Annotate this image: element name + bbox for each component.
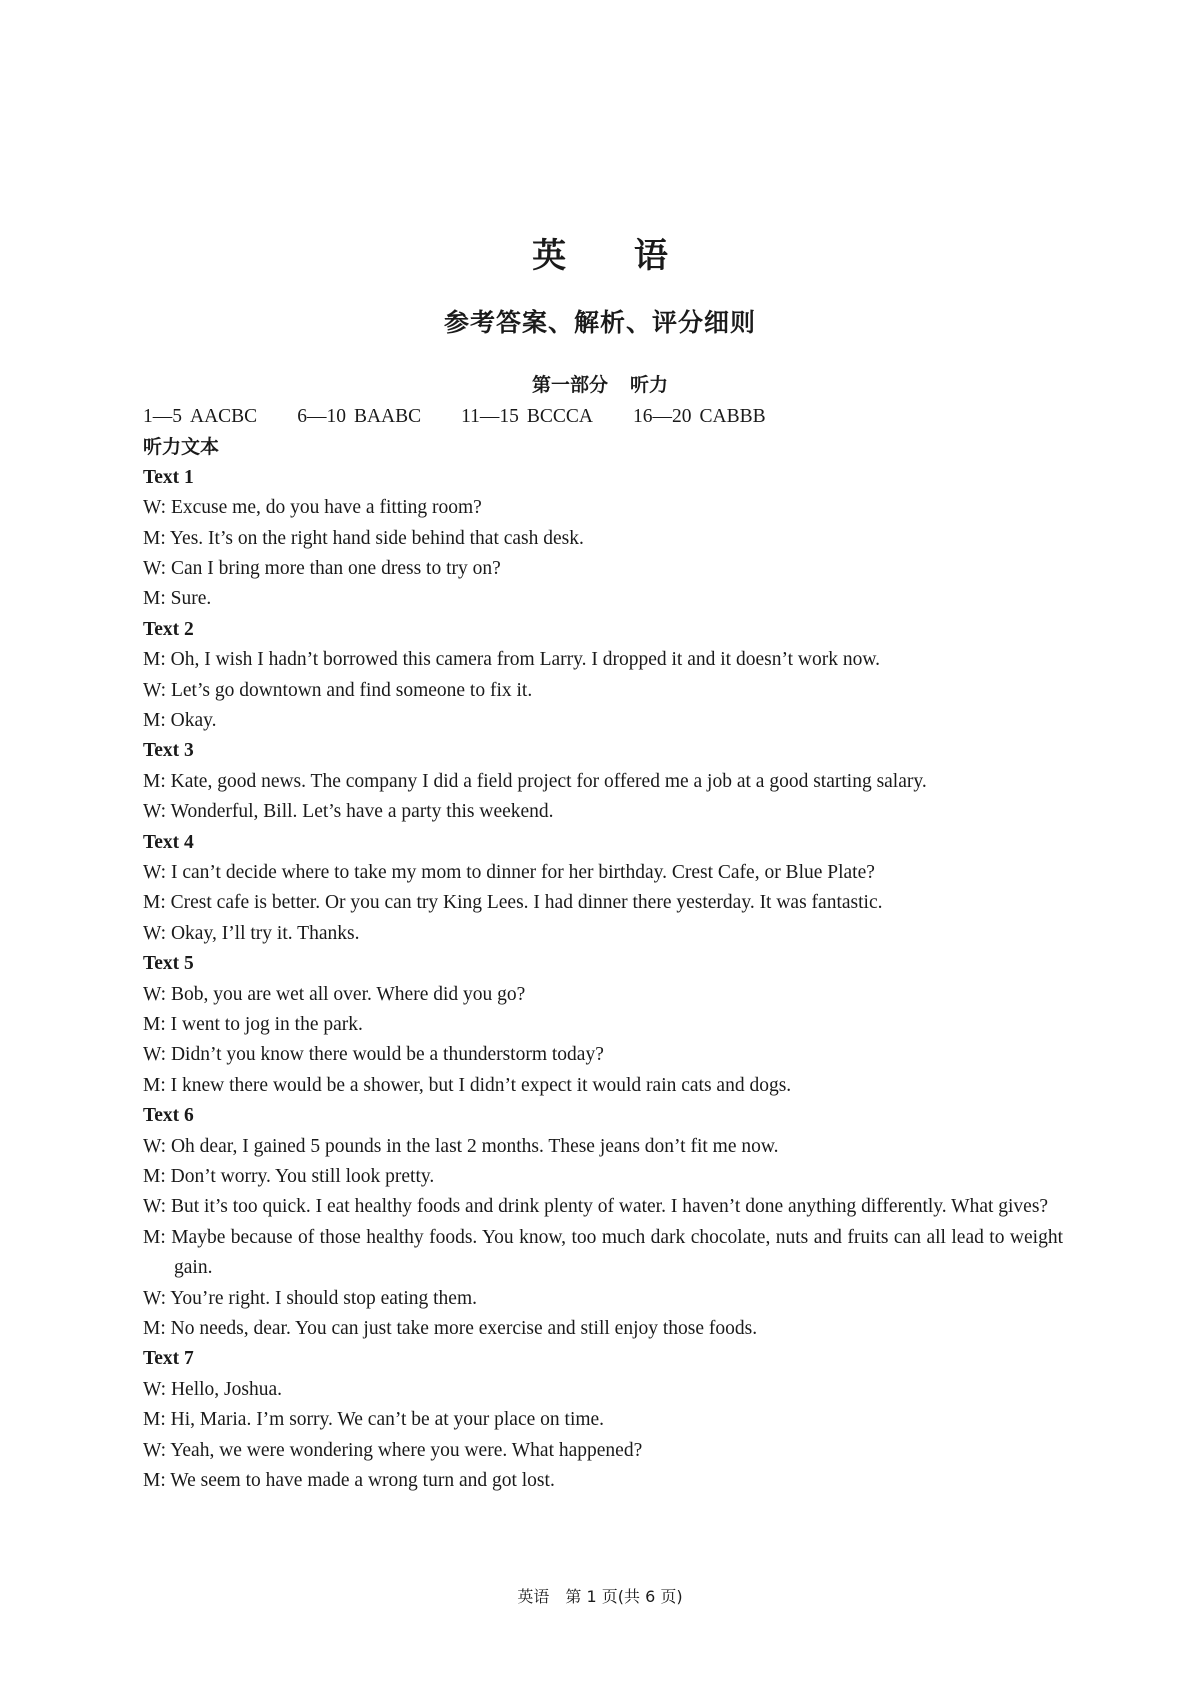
dialogue-line: M: No needs, dear. You can just take more exercise and still enjoy those foods. [143,1318,758,1340]
dialogue-line: W: Wonderful, Bill. Let’s have a party this weekend. [143,801,554,823]
text-heading: Text 3 [143,740,194,762]
text-heading: Text 5 [143,953,194,975]
text-heading: Text 1 [143,466,194,488]
dialogue-line: W: But it’s too quick. I eat healthy foods and drink plenty of water. I haven’t done anything differently. What gives? [143,1196,1049,1218]
section-part-label: 第一部分 [531,374,608,396]
text-heading: Text 7 [143,1348,194,1370]
dialogue-line: M: Hi, Maria. I’m sorry. We can’t be at your place on time. [143,1409,605,1431]
answer-keys: BCCCA [526,406,594,427]
answer-group [461,402,593,432]
dialogue-line: W: Bob, you are wet all over. Where did you go? [143,983,526,1005]
text-heading: Text 6 [143,1105,194,1127]
answer-group [143,402,257,432]
section-heading [0,371,1200,399]
dialogue-line: W: Hello, Joshua. [143,1378,283,1400]
listening-content [143,402,1063,1496]
dialogue-line: M: Sure. [143,588,212,610]
answer-keys: CABBB [699,406,766,427]
dialogue-line: W: Let’s go downtown and find someone to fix it. [143,679,533,701]
dialogue-line: W: Didn’t you know there would be a thunderstorm today? [143,1044,604,1066]
dialogue-line: W: Oh dear, I gained 5 pounds in the last 2 months. These jeans don’t fit me now. [143,1135,779,1157]
dialogue-line: M: Crest cafe is better. Or you can try King Lees. I had dinner there yesterday. It was fantastic. [143,892,883,914]
answer-range: 16—20 [633,406,692,427]
text-heading: Text 4 [143,831,194,853]
dialogue-line: W: You’re right. I should stop eating them. [143,1287,477,1309]
dialogue-line: W: I can’t decide where to take my mom to dinner for her birthday. Crest Cafe, or Blue Plate? [143,862,875,883]
section-name-label: 听力 [630,374,669,396]
dialogue-line: M: I went to jog in the park. [143,1014,363,1036]
dialogue-line: M: Okay. [143,710,217,731]
answer-keys: AACBC [190,406,258,427]
dialogue-line: M: Oh, I wish I hadn’t borrowed this camera from Larry. I dropped it and it doesn’t work now. [143,649,881,671]
answer-range: 6—10 [297,406,346,427]
page-footer: 英语 第 1 页(共 6 页) [517,1587,683,1606]
dialogue-line: W: Okay, I’ll try it. Thanks. [143,922,360,944]
dialogue-line: M: I knew there would be a shower, but I didn’t expect it would rain cats and dogs. [143,1074,792,1096]
dialogue-line: M: We seem to have made a wrong turn and got lost. [143,1470,555,1492]
answer-group [297,402,421,432]
dialogue-line: M: Don’t worry. You still look pretty. [143,1166,435,1188]
answer-keys: BAABC [353,406,422,427]
dialogue-line: W: Can I bring more than one dress to try on? [143,557,501,579]
answer-group [633,402,766,432]
dialogue-line: W: Excuse me, do you have a fitting room? [143,497,482,519]
page-title: 英 语 [532,236,696,276]
answer-key-row [143,402,1063,432]
dialogue-line: M: Maybe because of those healthy foods. You know, too much dark chocolate, nuts and fruits can all lead to weight gain. [143,1226,1063,1279]
dialogue-line: M: Kate, good news. The company I did a field project for offered me a job at a good starting salary. [143,770,927,792]
transcript-label: 听力文本 [143,436,220,459]
page-subtitle: 参考答案、解析、评分细则 [443,308,756,337]
answer-range: 1—5 [143,406,182,427]
answer-range: 11—15 [461,406,519,427]
transcript-texts [143,463,1063,1497]
dialogue-line: W: Yeah, we were wondering where you were. What happened? [143,1439,643,1461]
text-heading: Text 2 [143,618,194,640]
dialogue-line: M: Yes. It’s on the right hand side behind that cash desk. [143,527,584,549]
